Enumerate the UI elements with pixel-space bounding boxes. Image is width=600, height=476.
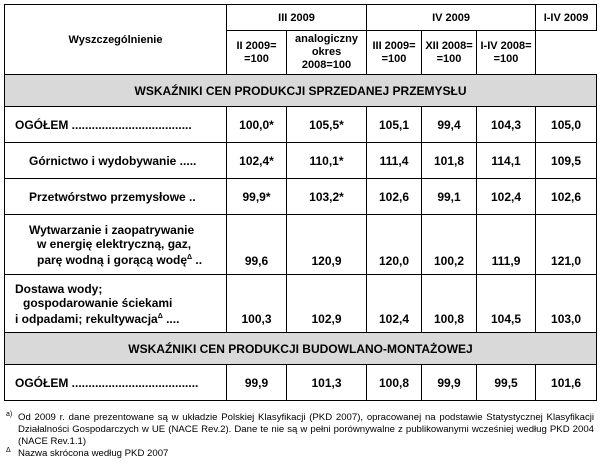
row-label-energy [5, 215, 227, 275]
row-label-line: parę wodną i gorącą wodę$^\Delta$ .. [37, 252, 203, 267]
section-title-construction: WSKAŹNIKI CEN PRODUKCJI BUDOWLANO-MONTAŻOWEJ [5, 333, 597, 365]
footnotes [6, 412, 594, 460]
value-cell: 114,1 [477, 143, 536, 179]
row-label-manufacturing: Przetwórstwo przemysłowe .. [5, 179, 227, 215]
value-cell: 102,6 [367, 179, 422, 215]
value-cell: 102,9 [287, 275, 367, 333]
subheader-xii-2008: XII 2008= =100 [422, 31, 477, 75]
value-cell: 99,9 [422, 365, 477, 401]
footnote-text: Nazwa skrócona według PKD 2007 [18, 448, 169, 459]
spec-header: Wyszczególnienie [5, 5, 227, 75]
value-cell: 103,2* [287, 179, 367, 215]
row-label-total-construction: OGÓŁEM ...................................... [5, 365, 227, 401]
value-cell: 99,5 [477, 365, 536, 401]
period-header-i-iv-2009: I-IV 2009 [536, 5, 597, 31]
value-cell: 105,1 [367, 107, 422, 143]
value-cell: 103,0 [536, 275, 597, 333]
section-title-industry: WSKAŹNIKI CEN PRODUKCJI SPRZEDANEJ PRZEMYSŁU [5, 75, 597, 107]
value-cell: 99,4 [422, 107, 477, 143]
value-cell: 99,9* [227, 179, 287, 215]
value-cell: 111,4 [367, 143, 422, 179]
value-cell: 111,9 [477, 215, 536, 275]
subheader-ii-2009: II 2009= =100 [227, 31, 287, 75]
value-cell: 100,2 [422, 215, 477, 275]
row-label-line: i odpadami; rekultywacja$^\Delta$ .... [15, 311, 180, 326]
value-cell: 104,3 [477, 107, 536, 143]
subheader-iii-2009: III 2009= =100 [367, 31, 422, 75]
value-cell: 101,6 [536, 365, 597, 401]
value-cell: 101,8 [422, 143, 477, 179]
value-cell: 99,1 [422, 179, 477, 215]
row-label-line: gospodarowanie ściekami [23, 295, 173, 310]
value-cell: 110,1* [287, 143, 367, 179]
value-cell: 101,3 [287, 365, 367, 401]
value-cell: 100,8 [367, 365, 422, 401]
value-cell: 120,9 [287, 215, 367, 275]
footnote-text: Od 2009 r. dane prezentowane są w układzie Polskiej Klasyfikacji (PKD 2007), opracowanej na podstawie Statystycznej Klasyfikacji Działalności Gospodarczych w UE (NACE Rev.2). Dane te nie są w pełni porównywalne z publikowanymi wcześniej według PKD 2004 (NACE Rev.1.1) [18, 412, 594, 447]
value-cell: 100,3 [227, 275, 287, 333]
value-cell: 120,0 [367, 215, 422, 275]
value-cell: 105,0 [536, 107, 597, 143]
footnote-a [6, 412, 594, 448]
price-indices-table [4, 4, 597, 401]
footnote-mark: Δ [6, 447, 11, 454]
value-cell: 102,4 [367, 275, 422, 333]
value-cell: 100,0* [227, 107, 287, 143]
row-label-water [5, 275, 227, 333]
period-header-iv-2009: IV 2009 [367, 5, 536, 31]
value-cell: 102,6 [536, 179, 597, 215]
value-cell: 104,5 [477, 275, 536, 333]
value-cell: 109,5 [536, 143, 597, 179]
delta-mark: Δ [157, 312, 163, 320]
value-cell: 99,9 [227, 365, 287, 401]
value-cell: 105,5* [287, 107, 367, 143]
value-cell: 102,4 [477, 179, 536, 215]
row-label-total-industry: OGÓŁEM .................................... [5, 107, 227, 143]
subheader-i-iv-2008: I-IV 2008= =100 [477, 31, 536, 75]
value-cell: 121,0 [536, 215, 597, 275]
value-cell: 99,6 [227, 215, 287, 275]
footnote-mark: a) [6, 411, 13, 418]
period-header-iii-2009: III 2009 [227, 5, 367, 31]
value-cell: 100,8 [422, 275, 477, 333]
subheader-analog-2008: analogiczny okres 2008=100 [287, 31, 367, 75]
row-label-line: w energię elektryczną, gaz, [37, 236, 192, 251]
row-label-line: Wytwarzanie i zaopatrywanie [29, 222, 195, 237]
row-label-mining: Górnictwo i wydobywanie ..... [5, 143, 227, 179]
row-label-line: Dostawa wody; [15, 281, 103, 296]
delta-mark: Δ [187, 253, 193, 261]
footnote-delta [6, 448, 594, 460]
value-cell: 102,4* [227, 143, 287, 179]
